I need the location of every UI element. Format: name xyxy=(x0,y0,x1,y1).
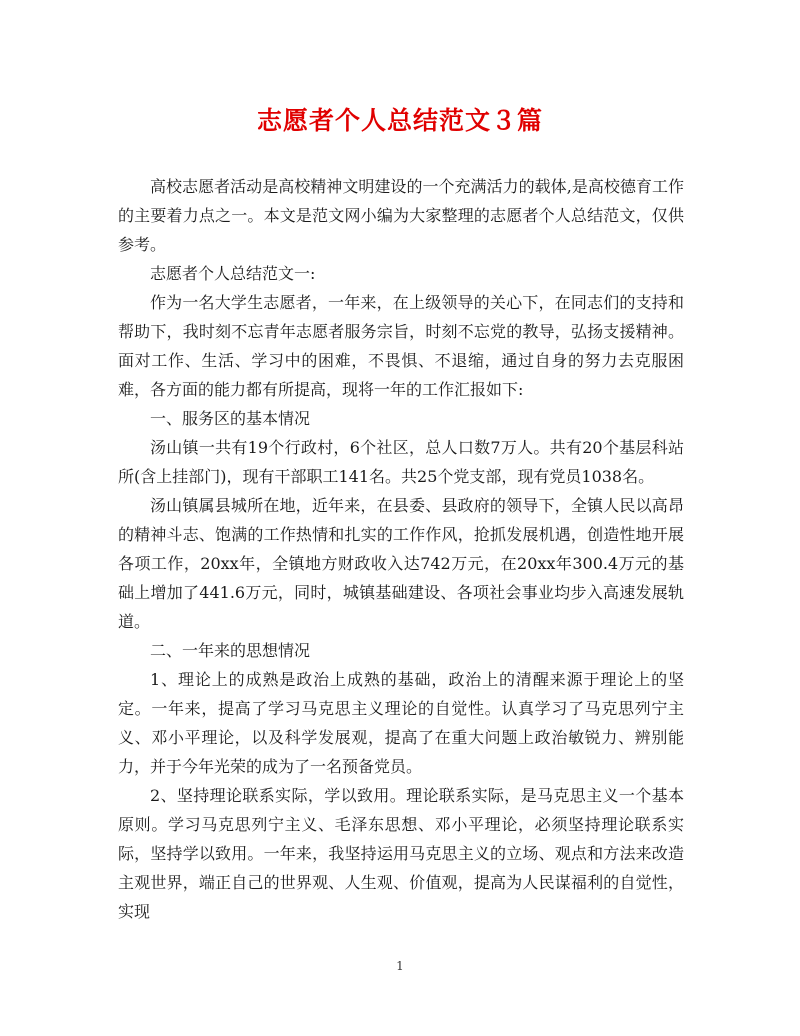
page-number: 1 xyxy=(396,959,404,973)
document-body xyxy=(118,172,684,926)
paragraph-heading-2: 二、一年来的思想情况 xyxy=(150,641,311,660)
document-title: 志愿者个人总结范文３篇 xyxy=(256,106,543,135)
paragraph-theory-2: 2、坚持理论联系实际，学以致用。理论联系实际，是马克思主义一个基本原则。学习马克思列宁主义、毛泽东思想、邓小平理论，必须坚持理论联系实际，坚持学以致用。一年来，我坚持运用马克思主义的立场、观点和方法来改造主观世界，端正自己的世界观、人生观、价值观，提高为人民谋福利的自觉性，实现 xyxy=(118,786,684,921)
paragraph-theory-1: 1、理论上的成熟是政治上成熟的基础，政治上的清醒来源于理论上的坚定。一年来，提高了学习马克思主义理论的自觉性。认真学习了马克思列宁主义、邓小平理论，以及科学发展观，提高了在重大问题上政治敏锐力、辨别能力，并于今年光荣的成为了一名预备党员。 xyxy=(118,670,684,776)
paragraph-town-development: 汤山镇属县城所在地，近年来，在县委、县政府的领导下，全镇人民以高昂的精神斗志、饱满的工作热情和扎实的工作作风，抢抓发展机遇，创造性地开展各项工作，20xx年，全镇地方财政收入达742万元，在20xx年300.4万元的基础上增加了441.6万元，同时，城镇基础建设、各项社会事业均步入高速发展轨道。 xyxy=(118,496,684,631)
paragraph-section-heading: 志愿者个人总结范文一: xyxy=(150,264,316,283)
paragraph-town-stats: 汤山镇一共有19个行政村，6个社区，总人口数7万人。共有20个基层科站所(含上挂部门)，现有干部职工141名。共25个党支部，现有党员1038名。 xyxy=(118,438,684,486)
paragraph-heading-1: 一、服务区的基本情况 xyxy=(150,409,311,428)
paragraph-opening: 作为一名大学生志愿者，一年来，在上级领导的关心下，在同志们的支持和帮助下，我时刻不忘青年志愿者服务宗旨，时刻不忘党的教导，弘扬支援精神。面对工作、生活、学习中的困难，不畏惧、不退缩，通过自身的努力去克服困难，各方面的能力都有所提高，现将一年的工作汇报如下: xyxy=(118,293,684,399)
paragraph-intro: 高校志愿者活动是高校精神文明建设的一个充满活力的载体,是高校德育工作的主要着力点之一。本文是范文网小编为大家整理的志愿者个人总结范文，仅供参考。 xyxy=(118,177,684,254)
